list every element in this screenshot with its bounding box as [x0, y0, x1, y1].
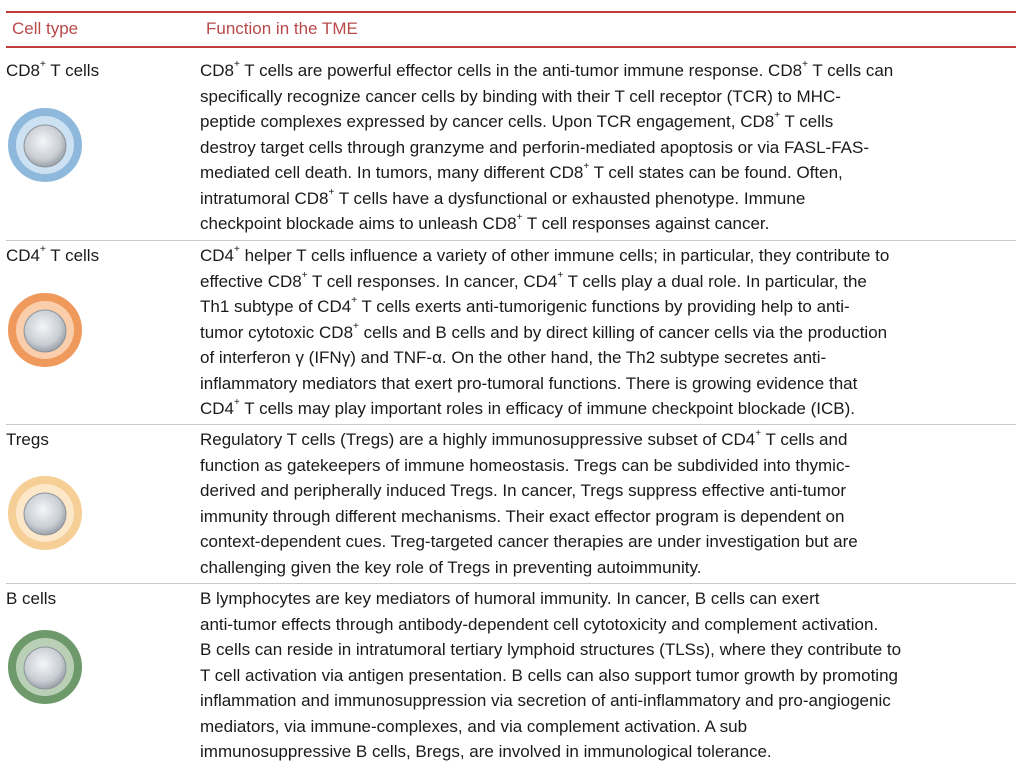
- b-cell-icon: [6, 628, 84, 706]
- description-line: [200, 211, 1008, 237]
- description-line: [200, 612, 1008, 638]
- cd4-t-cell-icon: [6, 291, 84, 369]
- header-col-function: Function in the TME: [206, 19, 358, 38]
- treg-cell-icon: [6, 474, 84, 552]
- text-segment: B lymphocytes are key mediators of humoral immunity. In cancer, B cells can exert: [200, 589, 820, 608]
- superscript: +: [301, 269, 308, 281]
- text-segment: T cell states can be found. Often,: [589, 163, 843, 182]
- description-line: [200, 84, 1008, 110]
- text-segment: function as gatekeepers of immune homeostasis. Tregs can be subdivided into thymic-: [200, 455, 851, 475]
- description-line: [200, 269, 1008, 295]
- row-separator: [6, 583, 1016, 584]
- superscript: +: [774, 110, 781, 122]
- text-segment: T cells: [780, 112, 834, 131]
- description-line: [200, 243, 1008, 269]
- text-segment: intratumoral CD8: [200, 188, 329, 208]
- cell-nucleus: [24, 310, 66, 352]
- text-segment: T cells can: [807, 61, 894, 80]
- header-col-cell-type: Cell type: [12, 19, 79, 38]
- name-text: CD8: [6, 61, 41, 80]
- description-line: [200, 663, 1008, 689]
- cell-function-description: [200, 243, 1008, 422]
- text-segment: effective CD8: [200, 271, 302, 291]
- text-segment: T cell responses against cancer.: [522, 214, 770, 233]
- text-segment: mediators, via immune-complexes, and via complement activation. A sub: [200, 716, 748, 736]
- text-segment: Th1 subtype of CD4: [200, 297, 352, 316]
- text-segment: checkpoint blockade aims to unleash CD8: [200, 214, 517, 233]
- description-line: [200, 371, 1008, 397]
- description-line: [200, 160, 1008, 186]
- description-line: [200, 714, 1008, 740]
- description-line: [200, 529, 1008, 555]
- superscript: +: [353, 320, 359, 332]
- text-segment: T cells exerts anti-tumorigenic functions by providing help to anti-: [357, 297, 850, 316]
- name-text: B cells: [6, 589, 57, 608]
- superscript: +: [516, 212, 523, 224]
- cell-function-description: [200, 58, 1008, 237]
- text-segment: T cells play a dual role. In particular, the: [563, 271, 867, 291]
- text-segment: helper T cells influence a variety of other immune cells; in particular, they contribute to: [239, 246, 890, 265]
- text-segment: CD8: [200, 61, 235, 80]
- text-segment: CD4: [200, 399, 235, 418]
- description-line: [200, 58, 1008, 84]
- cd8-t-cell-icon: [6, 106, 84, 184]
- text-segment: challenging given the key role of Tregs in preventing autoimmunity.: [200, 557, 702, 577]
- text-segment: anti-tumor effects through antibody-dependent cell cytotoxicity and complement activation.: [200, 614, 879, 634]
- description-line: [200, 555, 1008, 581]
- description-line: [200, 345, 1008, 371]
- description-line: [200, 427, 1008, 453]
- description-line: [200, 637, 1008, 663]
- cell-type-name: [6, 61, 99, 81]
- superscript: +: [40, 59, 46, 71]
- description-line: [200, 586, 1008, 612]
- superscript: +: [351, 295, 358, 307]
- text-segment: CD4: [200, 246, 235, 265]
- name-text: T cells: [45, 61, 100, 80]
- row-separator: [6, 424, 1016, 425]
- description-line: [200, 320, 1008, 346]
- text-segment: peptide complexes expressed by cancer cells. Upon TCR engagement, CD8: [200, 112, 775, 131]
- row-separator: [6, 240, 1016, 241]
- text-segment: T cells are powerful effector cells in the anti-tumor immune response. CD8: [239, 61, 803, 80]
- text-segment: specifically recognize cancer cells by binding with their T cell receptor (TCR) to MHC-: [200, 86, 841, 106]
- header-rule: [6, 46, 1016, 48]
- description-line: [200, 504, 1008, 530]
- description-line: [200, 478, 1008, 504]
- text-segment: tumor cytotoxic CD8: [200, 322, 354, 342]
- text-segment: destroy target cells through granzyme and perforin-mediated apoptosis or via FASL-FAS-: [200, 137, 870, 157]
- description-line: [200, 135, 1008, 161]
- text-segment: of interferon γ (IFNγ) and TNF-α. On the other hand, the Th2 subtype secretes anti-: [200, 348, 827, 367]
- description-line: [200, 453, 1008, 479]
- description-line: [200, 186, 1008, 212]
- cell-nucleus: [24, 647, 66, 689]
- text-segment: Regulatory T cells (Tregs) are a highly immunosuppressive subset of CD4: [200, 430, 756, 449]
- name-text: T cells: [45, 246, 100, 265]
- superscript: +: [234, 244, 240, 256]
- description-line: [200, 109, 1008, 135]
- text-segment: context-dependent cues. Treg-targeted cancer therapies are under investigation but are: [200, 532, 858, 551]
- cell-function-description: [200, 427, 1008, 580]
- superscript: +: [234, 59, 240, 71]
- text-segment: inflammatory mediators that exert pro-tumoral functions. There is growing evidence that: [200, 373, 858, 393]
- cell-type-name: [6, 246, 99, 266]
- cell-nucleus: [24, 125, 66, 167]
- superscript: +: [234, 397, 240, 409]
- name-text: Tregs: [6, 430, 49, 449]
- top-rule: [6, 11, 1016, 13]
- text-segment: T cell responses. In cancer, CD4: [307, 271, 558, 291]
- superscript: +: [802, 59, 808, 71]
- superscript: +: [755, 428, 762, 440]
- cell-type-name: [6, 430, 49, 450]
- superscript: +: [40, 244, 46, 256]
- text-segment: cells and B cells and by direct killing of cancer cells via the production: [358, 322, 888, 342]
- text-segment: derived and peripherally induced Tregs. In cancer, Tregs suppress effective anti-tumor: [200, 481, 847, 500]
- description-line: [200, 396, 1008, 422]
- text-segment: immunity through different mechanisms. Their exact effector program is dependent on: [200, 506, 845, 526]
- description-line: [200, 739, 1008, 765]
- description-line: [200, 294, 1008, 320]
- text-segment: inflammation and immunosuppression via secretion of anti-inflammatory and pro-angiogenic: [200, 691, 891, 710]
- description-line: [200, 688, 1008, 714]
- superscript: +: [328, 186, 335, 198]
- cell-function-description: [200, 586, 1008, 765]
- cell-type-name: [6, 589, 56, 609]
- superscript: +: [583, 161, 590, 173]
- cell-nucleus: [24, 493, 66, 535]
- text-segment: immunosuppressive B cells, Bregs, are involved in immunological tolerance.: [200, 742, 772, 761]
- text-segment: T cell activation via antigen presentation. B cells can also support tumor growth by promoting: [200, 665, 898, 685]
- text-segment: mediated cell death. In tumors, many different CD8: [200, 163, 584, 182]
- text-segment: B cells can reside in intratumoral tertiary lymphoid structures (TLSs), where they contribute to: [200, 640, 902, 659]
- text-segment: T cells have a dysfunctional or exhausted phenotype. Immune: [334, 188, 806, 208]
- text-segment: T cells may play important roles in efficacy of immune checkpoint blockade (ICB).: [239, 399, 855, 418]
- superscript: +: [557, 269, 564, 281]
- text-segment: T cells and: [761, 430, 848, 449]
- name-text: CD4: [6, 246, 41, 265]
